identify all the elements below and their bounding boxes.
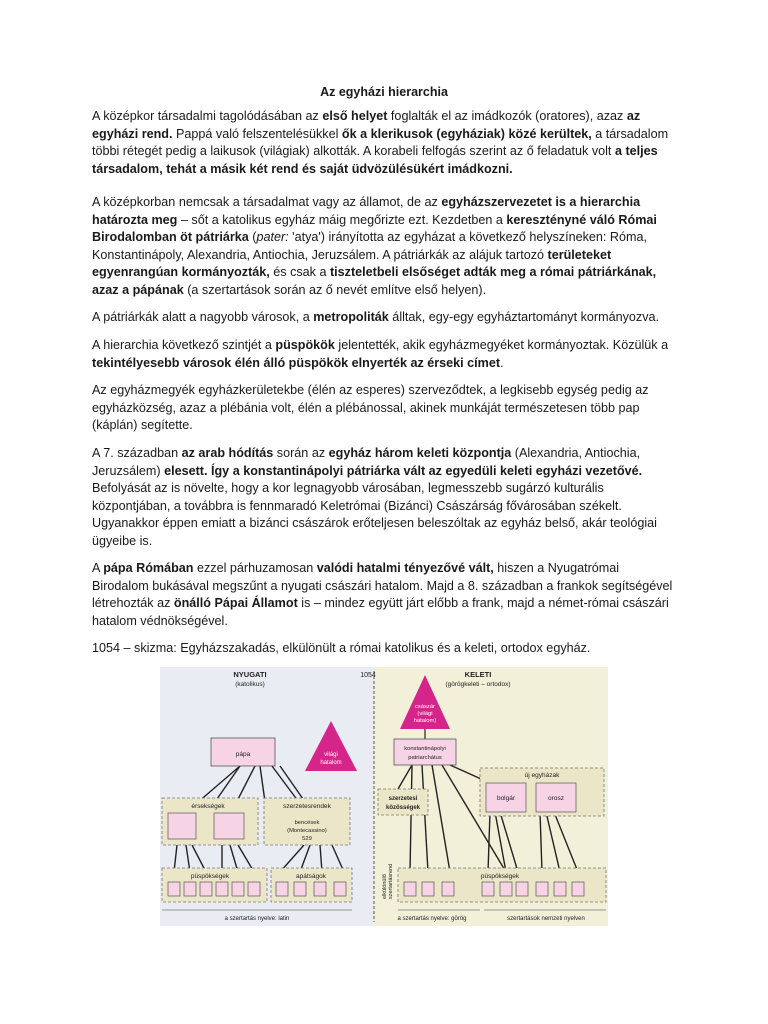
patriarchate-label-1: konstantinápolyi [404, 746, 446, 752]
monastic-communities-label-2: közösségek [385, 805, 421, 811]
russian-church-label: orosz [548, 795, 564, 802]
constantinople-patriarchate-box [394, 739, 456, 765]
text-run: önálló Pápai Államot [173, 596, 298, 611]
text-run: álltak, egy-egy egyháztartományt kormányozva. [388, 310, 660, 324]
emperor-label-3: hatalom) [413, 718, 437, 724]
text-run: . [500, 355, 504, 370]
text-run: A pátriárkák alatt a nagyobb városok, a [92, 310, 314, 324]
text-run: tekintélyesebb városok élén álló püspökök elnyerték az érseki címet [92, 355, 501, 370]
text-run: ezzel párhuzamosan [193, 561, 317, 575]
text-run: A [92, 561, 104, 575]
archbishopric-box-2 [214, 813, 244, 839]
paragraph-1 [92, 108, 678, 178]
church-schism-diagram [160, 667, 608, 926]
text-run: is – mindez együtt járt előbb a frank, majd a német-római császári hatalom védnökségével. [92, 596, 669, 628]
rite-language-west: a szertartás nyelve: latin [224, 916, 290, 922]
text-run: ők a klerikusok (egyháziak) közé kerültek, [341, 126, 592, 141]
text-run: Az egyházmegyék egyházkerületekbe (élén az esperes) szerveződtek, a legkisebb egység pedig az egyházközség, azaz a plébánia volt, élén a plébánossal, akinek munkáját természetesen több pap (káplán) segítette. [92, 383, 649, 433]
text-run: első helyet [322, 109, 388, 123]
separate-rite-label-1: elkülönülő [382, 874, 388, 899]
monastic-orders-label: szerzetesrendek [283, 803, 331, 810]
text-run: egyház három keleti központja [328, 446, 512, 460]
rite-language-national: szertartások nemzeti nyelven [507, 916, 585, 922]
text-run: keresztényné váló Római Birodalomban öt pátriárka [92, 212, 657, 245]
text-run: a társadalom többi rétegét pedig a laikusok (világiak) alkották. A korabeli felfogás szerint az ő feladatuk volt [92, 126, 669, 159]
west-subheader: (katolikus) [235, 681, 265, 688]
text-run: A középkorban nemcsak a társadalmat vagy az államot, de az [92, 195, 442, 209]
paragraph-7 [92, 560, 678, 630]
archbishopric-box-1 [168, 813, 196, 839]
year-label: 1054 [360, 672, 376, 679]
bulgarian-church-label: bolgár [496, 795, 516, 802]
text-run: során az [273, 446, 329, 460]
text-run: jelentették, akik egyházmegyéket kormányoztak. Közülük a [334, 338, 669, 352]
pope-label: pápa [235, 751, 251, 758]
text-run: A középkor társadalmi tagolódásában az [92, 109, 323, 123]
monastic-communities-label-1: szerzetesi [388, 796, 418, 802]
benedictines-label-1: bencések [294, 820, 320, 826]
new-churches-label: új egyházak [524, 772, 560, 779]
emperor-label-1: császár [415, 704, 435, 710]
emperor-label-2: (világi [417, 711, 433, 717]
text-run: 1054 – skizma: Egyházszakadás, elkülönült a római katolikus és a keleti, ortodox egyház. [92, 641, 591, 655]
east-header: KELETI [464, 670, 492, 679]
text-run: (a szertartások során az ő nevét említve első helyen). [183, 282, 487, 297]
secular-power-label-1: világi [324, 752, 338, 758]
secular-power-label-2: hatalom [320, 760, 342, 766]
text-run: az egyházi rend. [92, 109, 641, 141]
paragraph-2 [92, 194, 678, 300]
west-header: NYUGATI [233, 670, 267, 679]
text-run: tiszteletbeli elsőséget adták meg a római pátriárkának, azaz a pápának [92, 265, 657, 297]
text-run: A hierarchia következő szintjét a [92, 338, 276, 352]
text-run: ( [248, 230, 257, 245]
text-run: az arab hódítás [181, 446, 274, 460]
text-run: metropoliták [313, 310, 389, 324]
paragraph-5 [92, 382, 678, 435]
paragraph-3 [92, 309, 678, 327]
patriarchate-label-2: patriarchátus [408, 755, 442, 761]
rite-language-east: a szertartás nyelve: görög [397, 916, 467, 922]
paragraph-4 [92, 337, 678, 372]
monastic-communities-group [378, 789, 428, 815]
text-run: valódi hatalmi tényezővé vált, [316, 561, 494, 575]
text-run: püspökök [275, 338, 335, 352]
abbeys-label: apátságok [296, 873, 326, 880]
separate-rite-label-2: szertartásrend [388, 863, 394, 899]
document-title: Az egyházi hierarchia [320, 85, 448, 99]
text-run: (Alexandria, Antiochia, Jeruzsálem) [92, 446, 641, 478]
text-run: – sőt a katolikus egyház máig megőrizte ezt. Kezdetben a [177, 212, 507, 227]
text-run: egyházszervezetet is a hierarchia határozta meg [92, 195, 641, 227]
benedictines-label-2: (Montecassino) [287, 828, 327, 834]
text-run: a teljes társadalom, tehát a másik két rend és saját üdvözülésükért imádkozni. [92, 144, 658, 176]
text-run: területeket egyenrangúan kormányozták, [92, 247, 612, 280]
text-run: foglalták el az imádkozók (oratores), azaz [387, 109, 627, 123]
east-subheader: (görögkeleti – ortodox) [445, 681, 511, 688]
text-run: Befolyását az is növelte, hogy a kor legnagyobb városában, legmesszebb sugárzó kulturális központjában, a továbbra is fennmaradó Keletrómai (Bizánci) Császárság fővárosában székelt. Ugyanakkor éppen emiatt a bizánci császárok erőteljesen beleszóltak az egyház belső, akár teológiai ügyeibe is. [92, 481, 657, 548]
text-run: hiszen a Nyugatrómai Birodalom bukásával megszűnt a nyugati császári hatalom. Majd a 8. században a frankok segítségével létrehozták az [92, 561, 673, 611]
benedictines-label-3: 529 [302, 836, 312, 842]
archbishoprics-label: érsekségek [191, 803, 225, 810]
text-run: és csak a [269, 265, 330, 280]
paragraph-8 [92, 640, 678, 658]
text-run: Pappá való felszentelésükkel [172, 126, 342, 141]
bishoprics-label-east: püspökségek [480, 873, 520, 880]
paragraph-6 [92, 445, 678, 551]
text-run: pater: [256, 230, 289, 245]
text-run: 'atya') irányította az egyházat a következő helyszíneken: Róma, Konstantinápoly, Alexandria, Antiochia, Jeruzsálem. A pátriárkák az alájuk tartozó [92, 230, 648, 262]
text-run: A 7. században [92, 446, 182, 460]
text-run: pápa Rómában [103, 561, 194, 575]
bishoprics-label-west: püspökségek [190, 873, 230, 880]
text-run: elesett. Így a konstantinápolyi pátriárka vált az egyedüli keleti egyházi vezetővé. [164, 463, 643, 478]
